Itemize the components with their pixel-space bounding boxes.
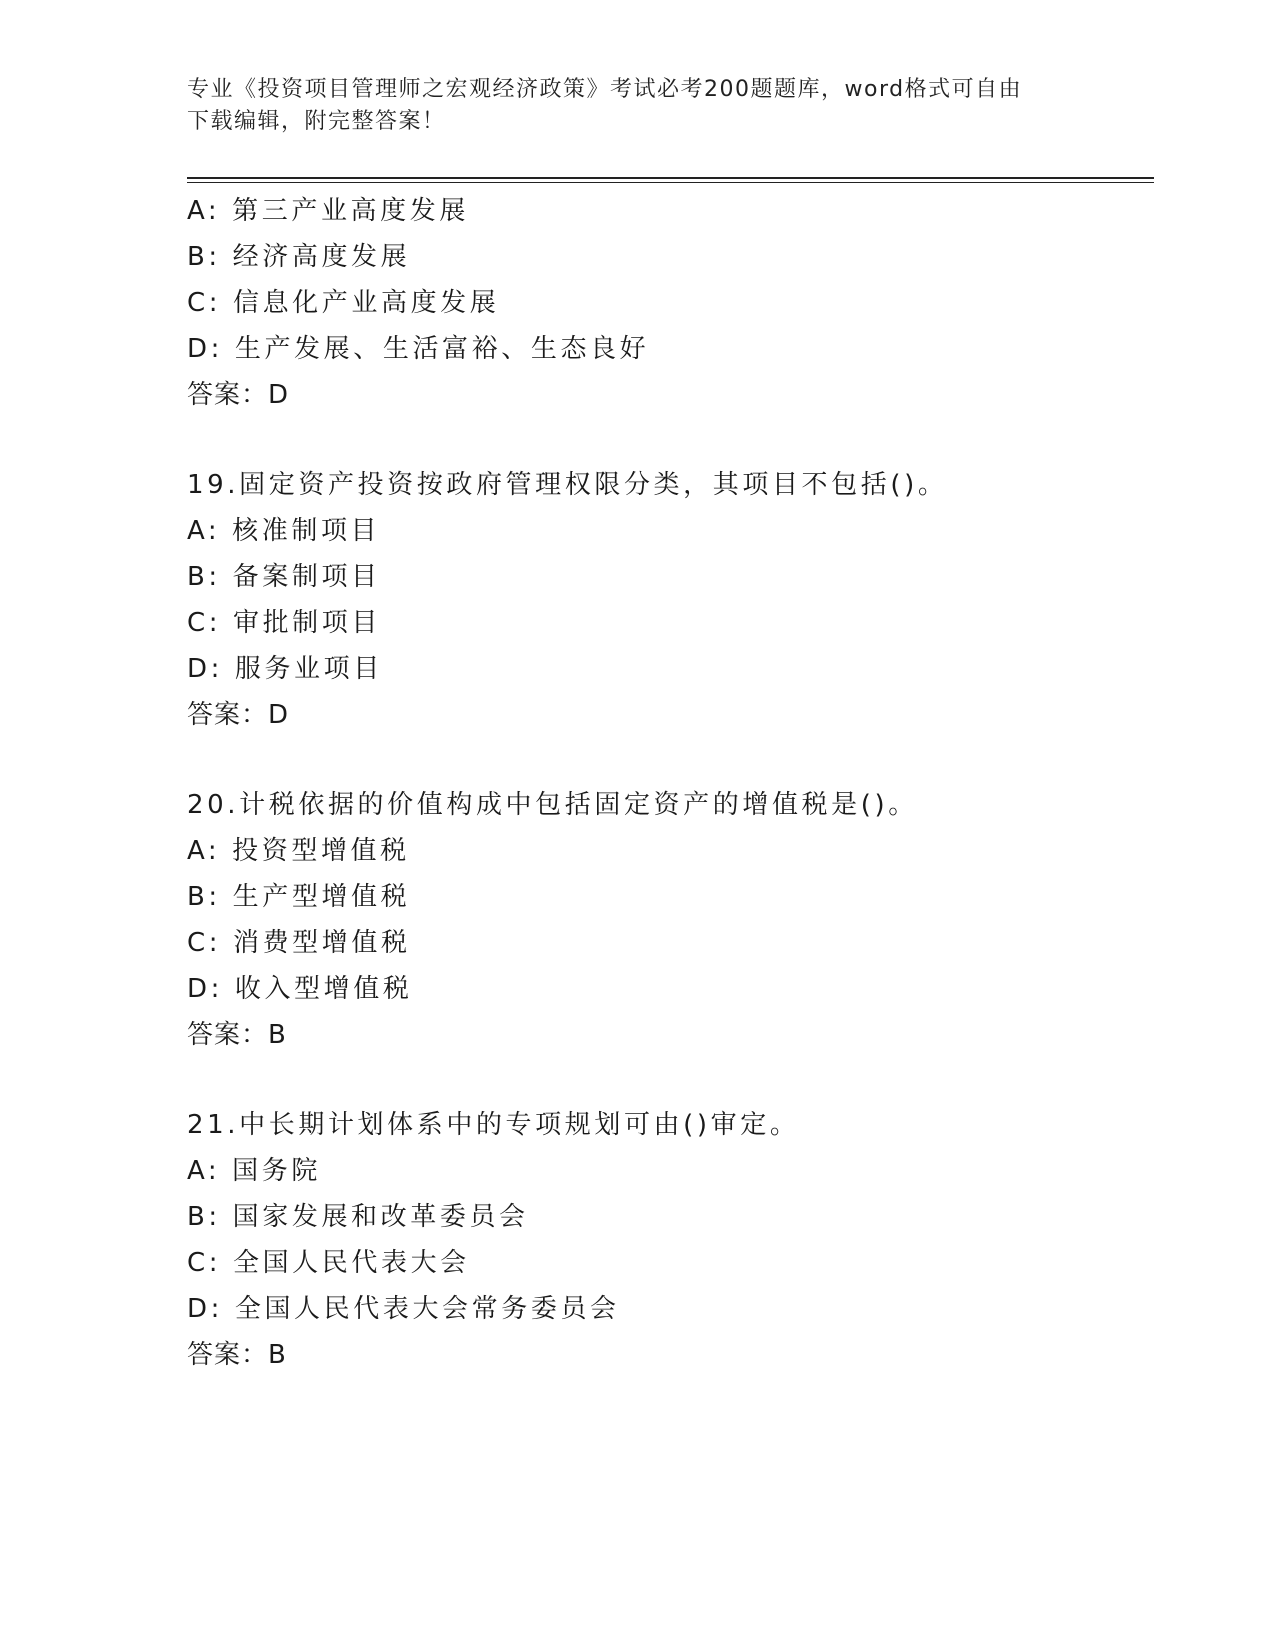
- answer-line: 答案：D: [187, 700, 290, 730]
- question-block-19: [187, 462, 1154, 738]
- option-a: A: 核准制项目: [187, 516, 381, 546]
- option-d: D: 收入型增值税: [187, 974, 413, 1004]
- spacer: [187, 1058, 1154, 1102]
- document-header: [187, 74, 1087, 138]
- question-stem: 21.中长期计划体系中的专项规划可由()审定。: [187, 1110, 800, 1140]
- spacer: [187, 418, 1154, 462]
- question-block-prev: [187, 188, 1154, 418]
- answer-line: 答案：B: [187, 1340, 287, 1370]
- question-block-20: [187, 782, 1154, 1058]
- question-list: [187, 188, 1154, 1378]
- question-block-21: [187, 1102, 1154, 1378]
- option-a: A: 投资型增值税: [187, 836, 410, 866]
- answer-line: 答案：D: [187, 380, 290, 410]
- option-a: A: 第三产业高度发展: [187, 196, 469, 226]
- option-d: D: 全国人民代表大会常务委员会: [187, 1294, 620, 1324]
- option-c: C: 消费型增值税: [187, 928, 411, 958]
- header-divider-thick: [187, 177, 1154, 179]
- option-a: A: 国务院: [187, 1156, 321, 1186]
- spacer: [187, 738, 1154, 782]
- option-b: B: 国家发展和改革委员会: [187, 1202, 529, 1232]
- answer-line: 答案：B: [187, 1020, 287, 1050]
- option-c: C: 信息化产业高度发展: [187, 288, 500, 318]
- header-divider-thin: [187, 182, 1154, 183]
- option-d: D: 服务业项目: [187, 654, 383, 684]
- option-b: B: 经济高度发展: [187, 242, 411, 272]
- option-d: D: 生产发展、生活富裕、生态良好: [187, 334, 650, 364]
- question-stem: 19.固定资产投资按政府管理权限分类，其项目不包括()。: [187, 470, 948, 500]
- header-line-1: 专业《投资项目管理师之宏观经济政策》考试必考200题题库，word格式可自由: [187, 77, 1023, 102]
- option-b: B: 生产型增值税: [187, 882, 411, 912]
- option-b: B: 备案制项目: [187, 562, 381, 592]
- option-c: C: 全国人民代表大会: [187, 1248, 470, 1278]
- header-line-2: 下载编辑，附完整答案！: [187, 109, 446, 134]
- question-stem: 20.计税依据的价值构成中包括固定资产的增值税是()。: [187, 790, 918, 820]
- option-c: C: 审批制项目: [187, 608, 381, 638]
